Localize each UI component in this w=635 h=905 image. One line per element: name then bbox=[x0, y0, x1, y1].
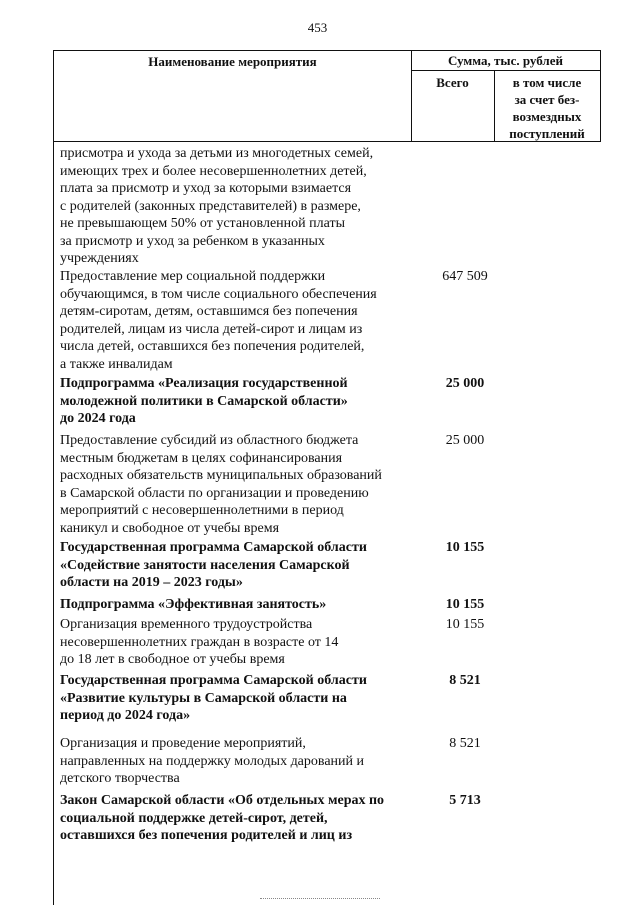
row-name: Закон Самарской области «Об отдельных мерах по социальной поддержке детей-сирот, детей, оставшихся без попечения родителей и лиц из bbox=[60, 793, 385, 843]
row-name: Предоставление субсидий из областного бюджета местным бюджетам в целях софинансирования расходных обязательств муниципальных образований в Самарской области по организации и проведению мероприятий с несовершеннолетними в период каникул и свободное от учебы время bbox=[60, 433, 382, 536]
row-total: 25 000 bbox=[445, 433, 485, 448]
header-divider bbox=[411, 70, 600, 71]
header-total: Всего bbox=[436, 75, 469, 90]
table-header bbox=[53, 50, 601, 142]
row-name: Государственная программа Самарской области «Развитие культуры в Самарской области на период до 2024 года» bbox=[60, 673, 367, 723]
row-total: 5 713 bbox=[449, 793, 481, 808]
header-grant-share: в том числе за счет без- возмездных поступлений bbox=[509, 75, 585, 141]
row-total: 8 521 bbox=[449, 673, 481, 688]
row-name: Государственная программа Самарской области «Содействие занятости населения Самарской области на 2019 – 2023 годы» bbox=[60, 540, 367, 590]
row-total: 10 155 bbox=[445, 597, 485, 612]
table-left-border bbox=[53, 141, 54, 905]
row-total: 647 509 bbox=[442, 269, 488, 284]
row-total: 10 155 bbox=[445, 540, 485, 555]
footer-mark bbox=[260, 898, 380, 899]
row-name: Организация и проведение мероприятий, направленных на поддержку молодых дарований и детского творчества bbox=[60, 736, 365, 786]
page-number: 453 bbox=[307, 20, 328, 35]
row-name: Подпрограмма «Реализация государственной молодежной политики в Самарской области» до 2024 года bbox=[60, 376, 348, 426]
row-total: 25 000 bbox=[445, 376, 485, 391]
row-total: 10 155 bbox=[445, 617, 485, 632]
row-name: Организация временного трудоустройства несовершеннолетних граждан в возрасте от 14 до 18 лет в свободное от учебы время bbox=[60, 617, 339, 667]
row-name: присмотра и ухода за детьми из многодетных семей, имеющих трех и более несовершеннолетних детей, плата за присмотр и уход за которыми взимается с родителей (законных представителей) в размере, не превышающем 50% от установленной платы за присмотр и уход за ребенком в указанных учреждениях bbox=[60, 146, 374, 266]
row-total: 8 521 bbox=[449, 736, 481, 751]
header-sum: Сумма, тыс. рублей bbox=[448, 53, 563, 68]
row-name: Подпрограмма «Эффективная занятость» bbox=[60, 597, 327, 612]
header-name: Наименование мероприятия bbox=[148, 54, 317, 69]
row-name: Предоставление мер социальной поддержки обучающимся, в том числе социального обеспечения детям-сиротам, детям, оставшимся без попечения родителей, лицам из числа детей-сирот и лицам из числа детей, оставшихся без попечения родителей, а также инвалидам bbox=[60, 269, 377, 372]
